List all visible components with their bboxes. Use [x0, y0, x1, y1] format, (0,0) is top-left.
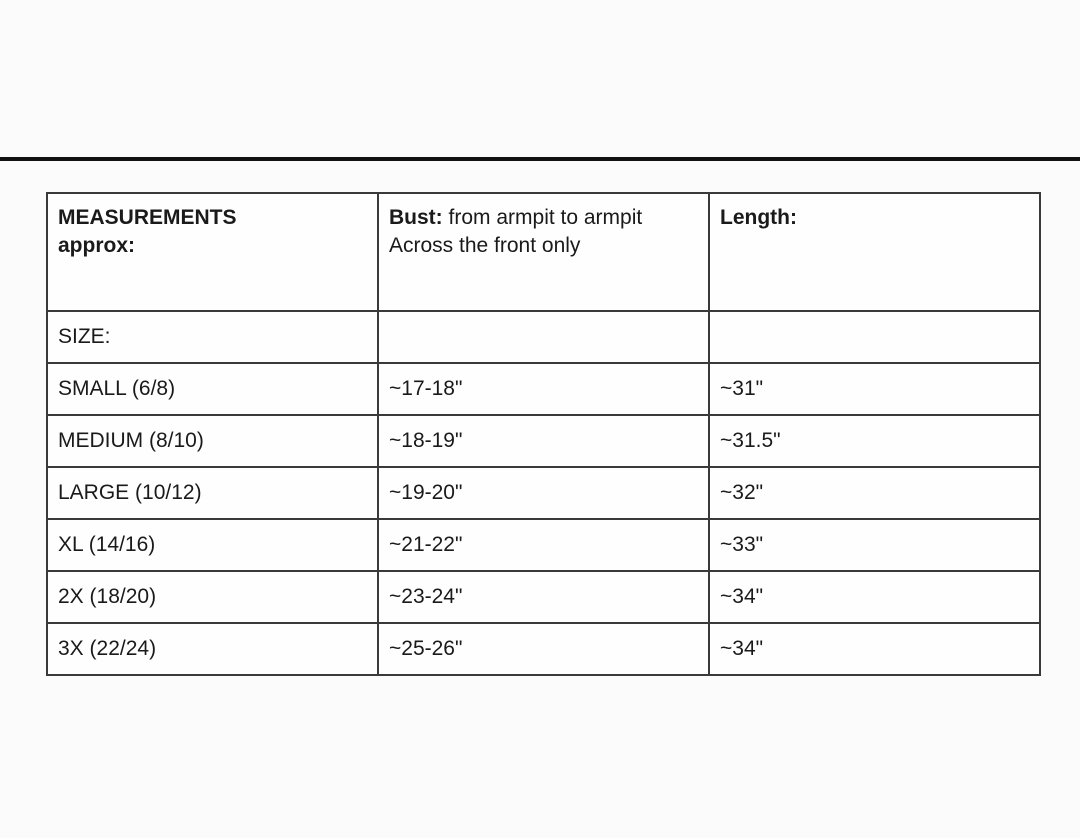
length-cell: ~34" [709, 623, 1040, 675]
bust-header [378, 193, 709, 311]
size-cell: SMALL (6/8) [47, 363, 378, 415]
empty-cell [709, 311, 1040, 363]
bust-label: Bust: [389, 206, 443, 229]
bust-cell: ~17-18" [378, 363, 709, 415]
size-cell: MEDIUM (8/10) [47, 415, 378, 467]
table-row [47, 415, 1040, 467]
bust-cell: ~19-20" [378, 467, 709, 519]
measurements-header [47, 193, 378, 311]
table-row [47, 363, 1040, 415]
length-cell: ~31.5" [709, 415, 1040, 467]
table-row [47, 571, 1040, 623]
size-cell: 3X (22/24) [47, 623, 378, 675]
measurements-label: MEASUREMENTS [58, 206, 237, 229]
size-chart-table [46, 192, 1041, 676]
length-label: Length: [720, 206, 797, 229]
bust-description: from armpit to armpit [448, 206, 643, 229]
bust-cell: ~25-26" [378, 623, 709, 675]
bust-cell: ~21-22" [378, 519, 709, 571]
bust-note: Across the front only [389, 234, 581, 258]
empty-cell [378, 311, 709, 363]
bust-cell: ~23-24" [378, 571, 709, 623]
table-row [47, 623, 1040, 675]
length-header [709, 193, 1040, 311]
table-row [47, 467, 1040, 519]
header-row [47, 193, 1040, 311]
length-cell: ~31" [709, 363, 1040, 415]
size-cell: XL (14/16) [47, 519, 378, 571]
length-cell: ~32" [709, 467, 1040, 519]
table-row [47, 519, 1040, 571]
length-cell: ~33" [709, 519, 1040, 571]
bust-cell: ~18-19" [378, 415, 709, 467]
horizontal-rule [0, 157, 1080, 161]
size-label-row [47, 311, 1040, 363]
size-label: SIZE: [47, 311, 378, 363]
size-cell: 2X (18/20) [47, 571, 378, 623]
length-cell: ~34" [709, 571, 1040, 623]
size-cell: LARGE (10/12) [47, 467, 378, 519]
approx-label: approx: [58, 234, 136, 258]
